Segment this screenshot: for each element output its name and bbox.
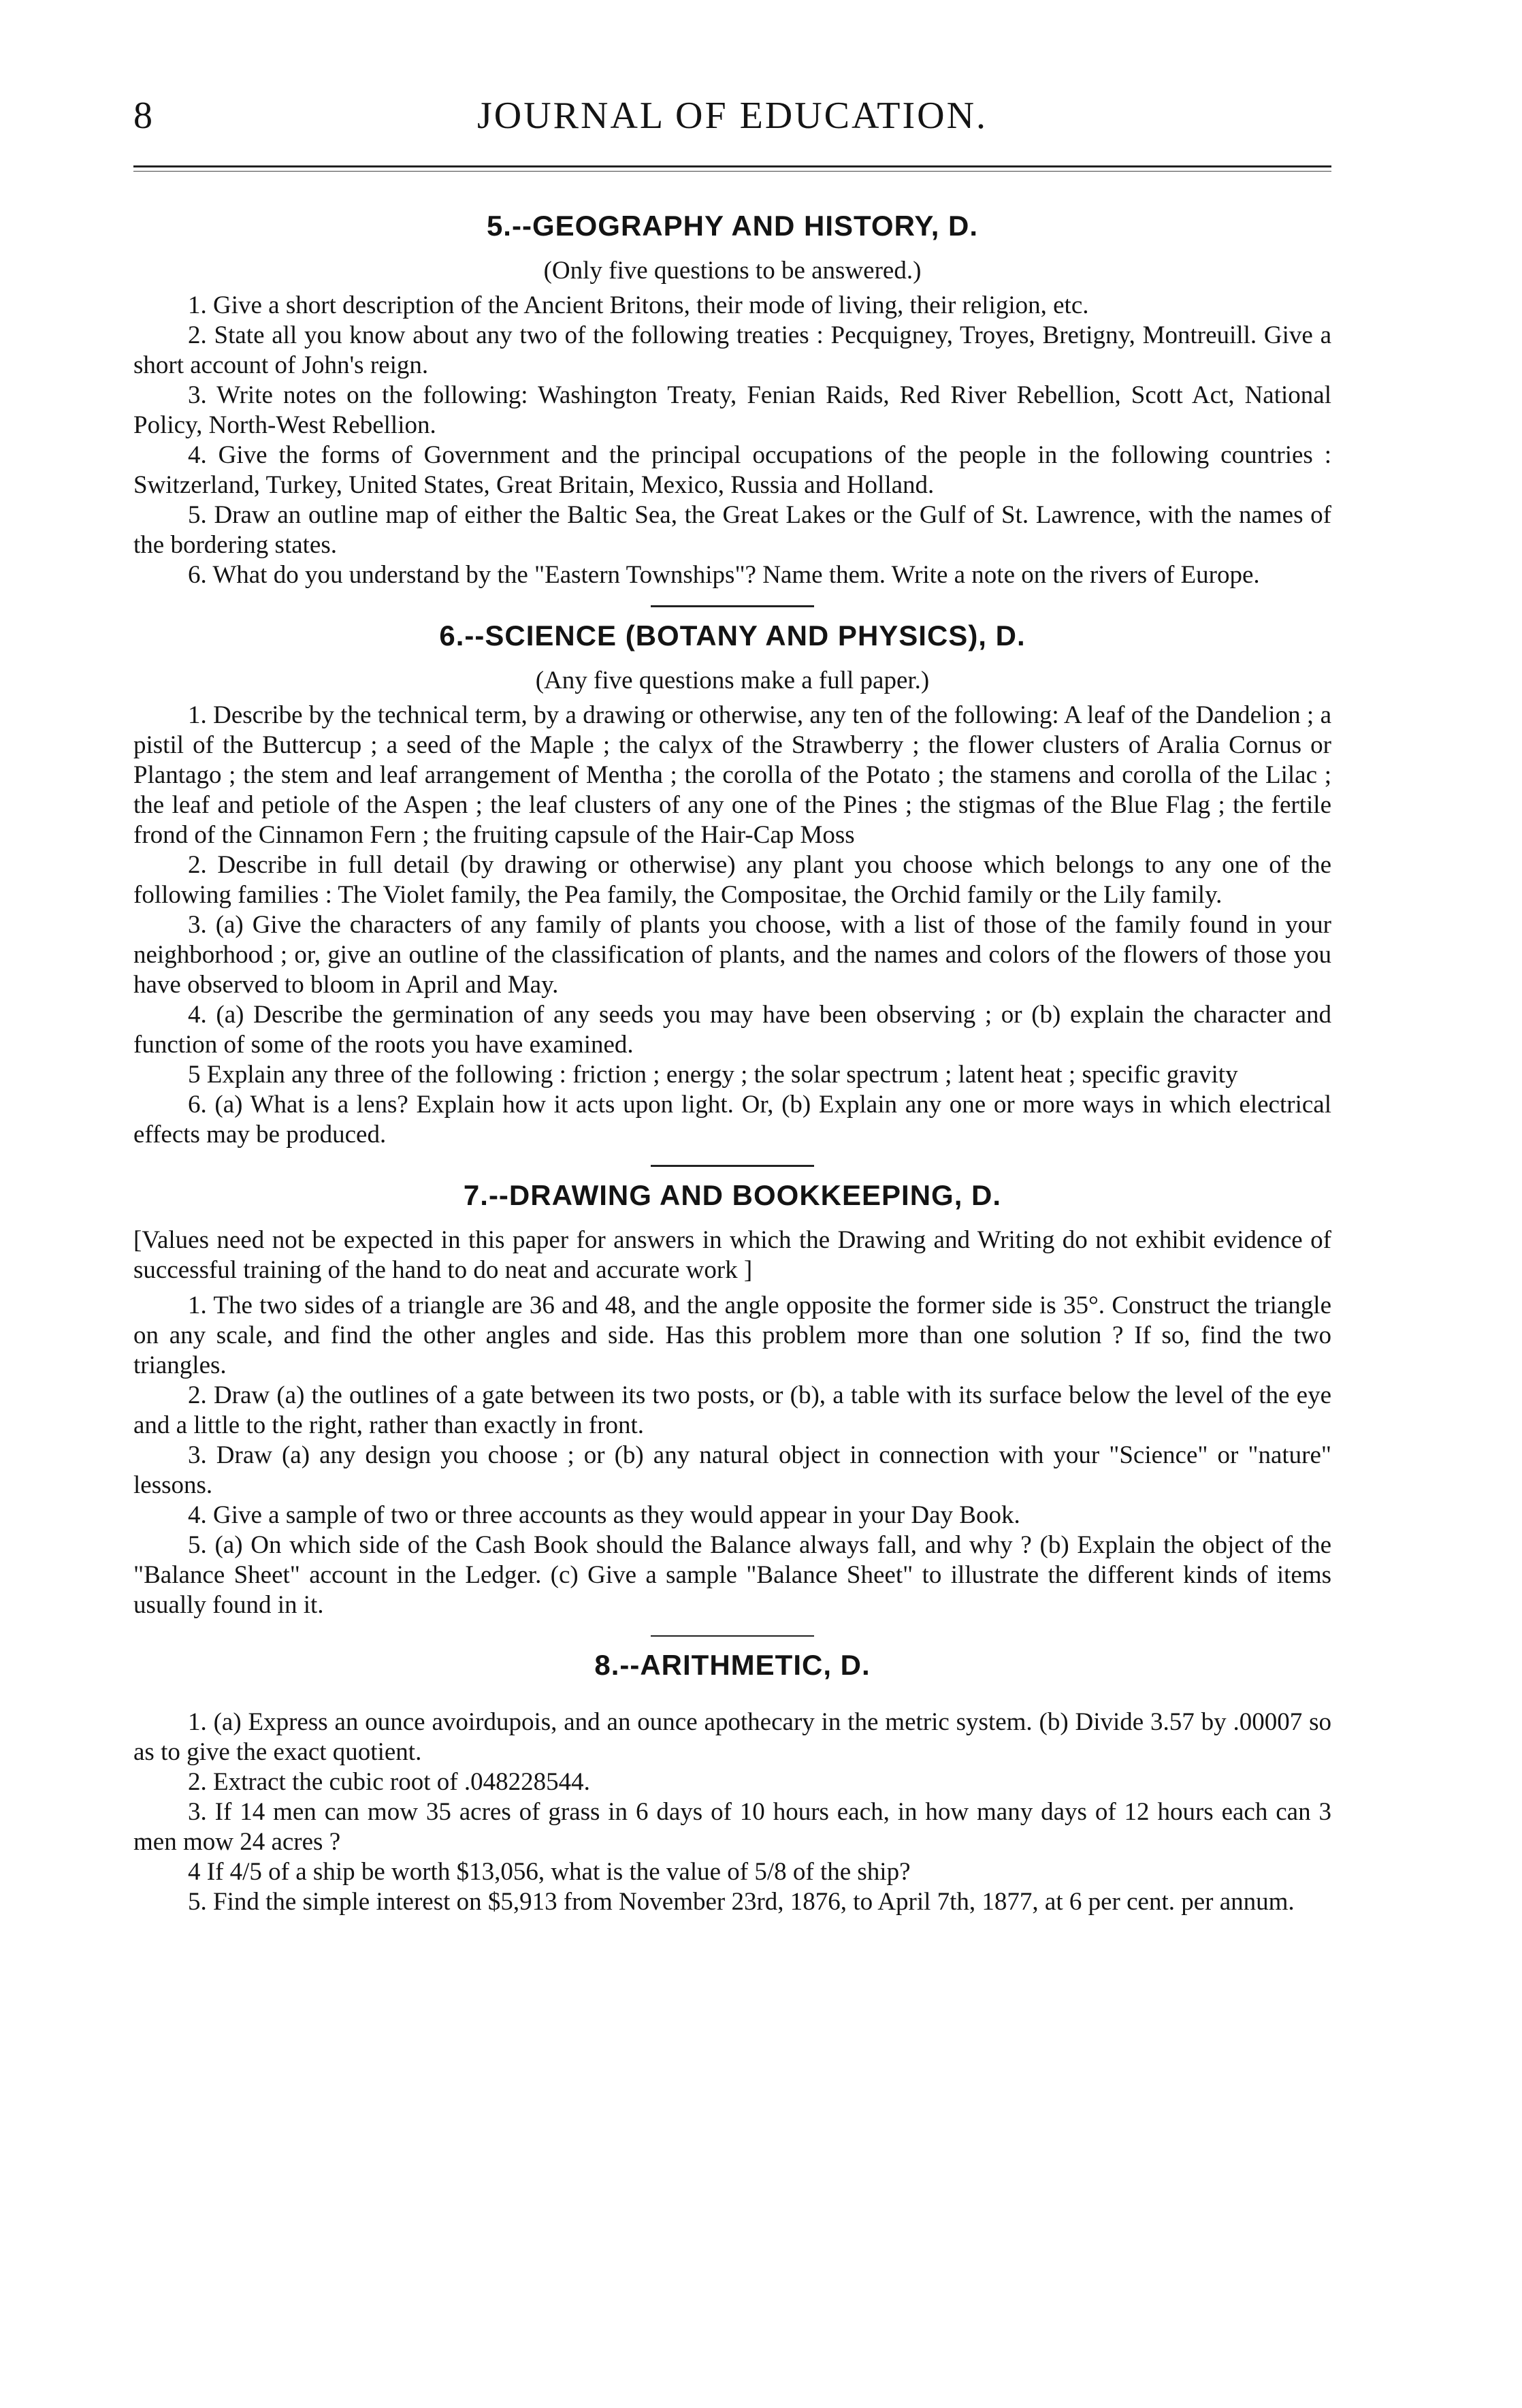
journal-title: JOURNAL OF EDUCATION. bbox=[476, 95, 988, 137]
question: 2. Describe in full detail (by drawing or otherwise) any plant you choose which belongs to any one of the following families : The Violet family, the Pea family, the Compositae, the Orchid family or the Lily family. bbox=[133, 851, 1331, 909]
question: 3. If 14 men can mow 35 acres of grass in 6 days of 10 hours each, in how many days of 12 hours each can 3 men mow 24 acres ? bbox=[133, 1798, 1331, 1856]
section-intro: [Values need not be expected in this paper for answers in which the Drawing and Writing do not exhibit evidence of successful training of the hand to do neat and accurate work ] bbox=[133, 1226, 1331, 1284]
question: 6. (a) What is a lens? Explain how it acts upon light. Or, (b) Explain any one or more ways in which electrical effects may be produced. bbox=[133, 1091, 1331, 1149]
question: 2. Extract the cubic root of .048228544. bbox=[188, 1768, 590, 1796]
question: 5. Draw an outline map of either the Baltic Sea, the Great Lakes or the Gulf of St. Lawrence, with the names of the bordering states. bbox=[133, 501, 1331, 559]
section-note: (Any five questions make a full paper.) bbox=[535, 667, 930, 694]
page-content bbox=[133, 197, 1331, 1917]
section-title: 5.--GEOGRAPHY AND HISTORY, D. bbox=[486, 210, 979, 242]
question: 3. (a) Give the characters of any family of plants you choose, with a list of those of the family found in your neighborhood ; or, give an outline of the classification of plants, and the names and colors of the flowers of those you have observed to bloom in April and May. bbox=[133, 911, 1331, 999]
question: 5. Find the simple interest on $5,913 from November 23rd, 1876, to April 7th, 1877, at 6 per cent. per annum. bbox=[188, 1888, 1295, 1916]
section-divider bbox=[651, 1635, 814, 1637]
section-drawing-bookkeeping bbox=[133, 1179, 1331, 1620]
header-rule-thin bbox=[133, 171, 1331, 172]
question: 5 Explain any three of the following : friction ; energy ; the solar spectrum ; latent heat ; specific gravity bbox=[188, 1061, 1238, 1089]
question: 3. Draw (a) any design you choose ; or (b) any natural object in connection with your "Science" or "nature" lessons. bbox=[133, 1441, 1331, 1499]
question: 5. (a) On which side of the Cash Book should the Balance always fall, and why ? (b) Explain the object of the "Balance Sheet" account in the Ledger. (c) Give a sample "Balance Sheet" to illustrate the different kinds of items usually found in it. bbox=[133, 1531, 1331, 1619]
question: 1. (a) Express an ounce avoirdupois, and an ounce apothecary in the metric system. (b) Divide 3.57 by .00007 so as to give the exact quotient. bbox=[133, 1708, 1331, 1766]
question: 6. What do you understand by the "Eastern Townships"? Name them. Write a note on the rivers of Europe. bbox=[188, 561, 1260, 589]
section-title: 6.--SCIENCE (BOTANY AND PHYSICS), D. bbox=[439, 620, 1026, 652]
question: 2. Draw (a) the outlines of a gate between its two posts, or (b), a table with its surface below the level of the eye and a little to the right, rather than exactly in front. bbox=[133, 1381, 1331, 1439]
section-title: 7.--DRAWING AND BOOKKEEPING, D. bbox=[463, 1179, 1002, 1211]
question: 4. Give a sample of two or three accounts as they would appear in your Day Book. bbox=[188, 1501, 1020, 1529]
section-divider bbox=[651, 605, 814, 607]
question: 2. State all you know about any two of the following treaties : Pecquigney, Troyes, Bretigny, Montreuill. Give a short account of John's reign. bbox=[133, 321, 1331, 379]
section-note: (Only five questions to be answered.) bbox=[543, 257, 922, 285]
question: 1. Describe by the technical term, by a drawing or otherwise, any ten of the following: A leaf of the Dandelion ; a pistil of the Buttercup ; a seed of the Maple ; the calyx of the Strawberry ; the flower clusters of Aralia Cornus or Plantago ; the stem and leaf arrangement of Mentha ; the corolla of the Potato ; the stamens and corolla of the Lilac ; the leaf and petiole of the Aspen ; the leaf clusters of any one of the Pines ; the stigmas of the Blue Flag ; the fertile frond of the Cinnamon Fern ; the fruiting capsule of the Hair-Cap Moss bbox=[133, 701, 1331, 849]
section-divider bbox=[651, 1165, 814, 1167]
question: 1. The two sides of a triangle are 36 and 48, and the angle opposite the former side is 35°. Construct the triangle on any scale, and find the other angles and side. Has this problem more than one solution ? If so, find the two triangles. bbox=[133, 1291, 1331, 1379]
header-rule bbox=[133, 165, 1331, 167]
question: 1. Give a short description of the Ancient Britons, their mode of living, their religion, etc. bbox=[188, 291, 1089, 319]
question: 4 If 4/5 of a ship be worth $13,056, what is the value of 5/8 of the ship? bbox=[188, 1858, 911, 1886]
question: 4. Give the forms of Government and the principal occupations of the people in the following countries : Switzerland, Turkey, United States, Great Britain, Mexico, Russia and Holland. bbox=[133, 441, 1331, 499]
question: 3. Write notes on the following: Washington Treaty, Fenian Raids, Red River Rebellion, Scott Act, National Policy, North-West Rebellion. bbox=[133, 381, 1331, 439]
section-title: 8.--ARITHMETIC, D. bbox=[594, 1649, 871, 1681]
page-number: 8 bbox=[133, 95, 152, 137]
page-header bbox=[133, 94, 1331, 148]
section-science bbox=[133, 620, 1331, 1150]
question: 4. (a) Describe the germination of any seeds you may have been observing ; or (b) explain the character and function of some of the roots you have examined. bbox=[133, 1001, 1331, 1059]
section-geography-history bbox=[133, 210, 1331, 590]
section-arithmetic bbox=[133, 1649, 1331, 1917]
